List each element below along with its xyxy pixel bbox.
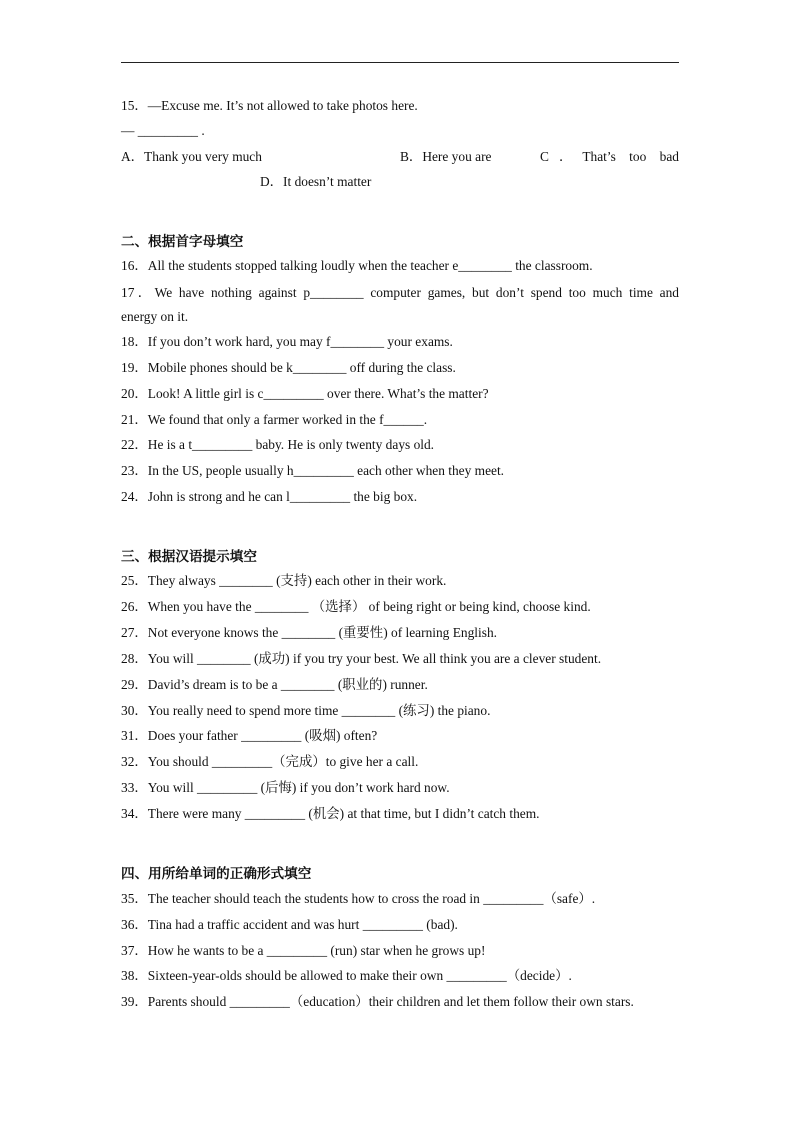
question-26: 26．When you have the ________ （选择） of being right or being kind, choose kind. [121, 599, 591, 614]
question-32: 32．You should _________（完成）to give her a call. [121, 754, 419, 769]
question-36: 36．Tina had a traffic accident and was hurt _________ (bad). [121, 917, 458, 932]
question-18: 18．If you don’t work hard, you may f________ your exams. [121, 334, 453, 349]
question-29: 29．David’s dream is to be a ________ (职业的) runner. [121, 677, 428, 692]
question-25: 25．They always ________ (支持) each other in their work. [121, 573, 447, 588]
option-b: B．Here you are [400, 149, 492, 164]
question-15-reply: — _________ . [121, 123, 205, 138]
question-30: 30．You really need to spend more time ________ (练习) the piano. [121, 703, 491, 718]
question-24: 24．John is strong and he can l_________ the big box. [121, 489, 418, 504]
section-2-title: 二、根据首字母填空 [121, 234, 244, 250]
question-20: 20．Look! A little girl is c_________ over there. What’s the matter? [121, 386, 489, 401]
question-27: 27．Not everyone knows the ________ (重要性) of learning English. [121, 625, 497, 640]
question-33: 33．You will _________ (后悔) if you don’t work hard now. [121, 780, 450, 795]
section-3-title: 三、根据汉语提示填空 [121, 549, 257, 565]
question-17-text: 17．We have nothing against p________ computer games, but don’t spend too much time and [121, 285, 679, 300]
question-31: 31．Does your father _________ (吸烟) often? [121, 728, 378, 743]
question-34: 34．There were many _________ (机会) at that time, but I didn’t catch them. [121, 806, 540, 821]
question-17-continued: energy on it. [121, 309, 189, 324]
question-39: 39．Parents should _________（education）their children and let them follow their own stars. [121, 994, 634, 1009]
question-19: 19．Mobile phones should be k________ off during the class. [121, 360, 456, 375]
question-37: 37．How he wants to be a _________ (run) star when he grows up! [121, 943, 486, 958]
option-d: D．It doesn’t matter [260, 174, 372, 189]
question-28: 28．You will ________ (成功) if you try your best. We all think you are a clever student. [121, 651, 602, 666]
question-35: 35．The teacher should teach the students how to cross the road in _________（safe）. [121, 891, 596, 906]
option-a: A．Thank you very much [121, 149, 262, 164]
question-17 [121, 284, 679, 302]
question-23: 23．In the US, people usually h_________ each other when they meet. [121, 463, 505, 478]
header-rule [121, 62, 679, 63]
section-4-title: 四、用所给单词的正确形式填空 [121, 866, 312, 882]
question-16: 16．All the students stopped talking loudly when the teacher e________ the classroom. [121, 258, 593, 273]
question-15-prompt: 15．—Excuse me. It’s not allowed to take photos here. [121, 98, 418, 113]
question-38: 38．Sixteen-year-olds should be allowed to make their own _________（decide）. [121, 968, 572, 983]
option-c: C．That’s too bad [540, 149, 679, 164]
question-21: 21．We found that only a farmer worked in the f______. [121, 412, 428, 427]
question-22: 22．He is a t_________ baby. He is only twenty days old. [121, 437, 435, 452]
